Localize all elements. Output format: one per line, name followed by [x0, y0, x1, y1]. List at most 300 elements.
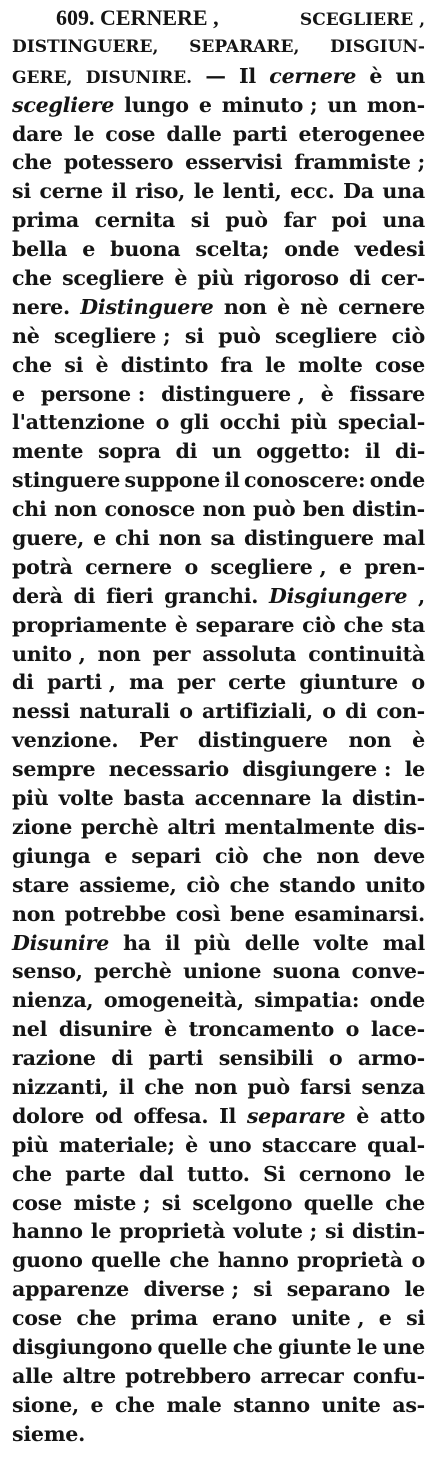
- word: non: [348, 728, 392, 753]
- word: sione,: [12, 1392, 79, 1417]
- word: non: [316, 843, 360, 868]
- word: ciò: [186, 872, 220, 897]
- word: può: [247, 1074, 290, 1099]
- word: nienza,: [12, 988, 94, 1013]
- word: non: [223, 294, 267, 319]
- word: conoscere:: [244, 468, 366, 493]
- synonym-word: DISGIUN-: [330, 36, 425, 57]
- word: il: [365, 439, 381, 464]
- word: cernere: [85, 554, 172, 579]
- text-line: [12, 1160, 425, 1189]
- word: l'attenzione: [12, 410, 145, 435]
- word: sempre: [12, 757, 96, 782]
- word: non: [158, 526, 202, 551]
- word: farsi: [300, 1074, 352, 1099]
- word: che: [232, 1334, 273, 1359]
- word: sensibili: [218, 1046, 314, 1071]
- word: un: [212, 439, 242, 464]
- word: distin-: [352, 786, 425, 811]
- word: rigoroso: [244, 266, 339, 291]
- word: e: [378, 1306, 392, 1331]
- word: far: [283, 208, 316, 233]
- text-line: [12, 524, 425, 553]
- word: conosce: [104, 497, 196, 522]
- word: cose: [12, 1306, 62, 1331]
- word: più: [197, 266, 234, 291]
- word: unione: [183, 959, 262, 984]
- word: scegliere: [275, 323, 378, 348]
- word: e: [338, 554, 352, 579]
- word: di: [73, 583, 96, 608]
- text-line: [12, 957, 425, 986]
- text-line: [12, 351, 425, 380]
- word: e: [198, 92, 212, 117]
- word: onde: [369, 988, 425, 1013]
- word: può: [252, 497, 296, 522]
- word: parti: [148, 1046, 204, 1071]
- word: occhi: [219, 410, 281, 435]
- word: cose: [105, 121, 156, 146]
- word: —: [205, 63, 226, 88]
- word: che: [76, 1306, 117, 1331]
- italic-word: scegliere: [12, 92, 115, 117]
- word: suppone: [124, 468, 220, 493]
- italic-word: Disgiungere: [269, 583, 408, 608]
- text-line: [12, 1304, 425, 1333]
- word: distinguere ,: [161, 381, 305, 406]
- word: dare: [12, 121, 63, 146]
- text-line: [12, 466, 425, 495]
- text-line: [12, 1102, 425, 1131]
- word: cer-: [380, 266, 425, 291]
- word: Per: [139, 728, 178, 753]
- word: le: [356, 1334, 378, 1359]
- word: di: [345, 699, 367, 724]
- word: razione: [12, 1046, 96, 1071]
- word: distinguere: [243, 526, 374, 551]
- word: volute ;: [233, 1219, 317, 1244]
- word: proprietà: [119, 1219, 226, 1244]
- text-line: [12, 91, 425, 120]
- text-line: [12, 900, 425, 929]
- word: Da: [343, 179, 374, 204]
- word: giunga: [12, 843, 91, 868]
- word: o: [345, 1017, 360, 1042]
- word: si: [184, 323, 204, 348]
- text-line: [12, 264, 425, 293]
- word: di: [12, 670, 34, 695]
- word: vedesi: [354, 237, 425, 262]
- word: lungo: [124, 92, 189, 117]
- word: separano: [286, 1277, 391, 1302]
- italic-word: separare: [246, 1103, 346, 1128]
- word: chi: [114, 526, 150, 551]
- word: o: [411, 670, 425, 695]
- text-line: [12, 1217, 425, 1246]
- word: une: [382, 1334, 425, 1359]
- word: distinguere: [197, 728, 328, 753]
- word: un: [327, 92, 357, 117]
- word: giunture: [299, 670, 399, 695]
- word: si: [190, 208, 210, 233]
- word: qual-: [367, 1132, 425, 1157]
- word: fieri: [106, 583, 154, 608]
- word: cose: [12, 1190, 62, 1215]
- word: venzione.: [12, 728, 119, 753]
- word: lenti,: [222, 179, 282, 204]
- text-line: [12, 380, 425, 409]
- text-line: [12, 120, 425, 149]
- word: che: [229, 872, 270, 897]
- word: scelta;: [195, 237, 270, 262]
- word: alle: [12, 1363, 54, 1388]
- word: nè: [300, 294, 328, 319]
- text-line: [12, 1275, 425, 1304]
- word: miste ;: [73, 1190, 151, 1215]
- word: ecc.: [290, 179, 335, 204]
- word: senso,: [12, 959, 83, 984]
- word: è: [164, 1017, 177, 1042]
- text-line: [12, 611, 425, 640]
- word: onde: [369, 468, 425, 493]
- text-line: [12, 322, 425, 351]
- word: che: [12, 266, 52, 291]
- word: che: [12, 1161, 52, 1186]
- text-line: [12, 437, 425, 466]
- word: granchi.: [164, 583, 259, 608]
- word: offesa.: [133, 1103, 209, 1128]
- word: scegliere: [62, 266, 165, 291]
- word: per: [152, 641, 191, 666]
- word: disunire: [58, 1017, 153, 1042]
- word: con-: [376, 699, 425, 724]
- text-line: [12, 33, 425, 62]
- word: e: [93, 526, 106, 551]
- word: derà: [12, 583, 63, 608]
- word: buona: [110, 237, 181, 262]
- text-line: [12, 235, 425, 264]
- word: che: [169, 1248, 210, 1273]
- text-line: [12, 495, 425, 524]
- word: zione: [12, 814, 73, 839]
- word: male: [166, 1392, 222, 1417]
- text-line: [12, 62, 425, 91]
- word: od: [94, 1103, 123, 1128]
- word: separi: [131, 843, 201, 868]
- word: che: [385, 1190, 425, 1215]
- word: le: [265, 352, 286, 377]
- word: certe: [228, 670, 286, 695]
- word: prima: [12, 208, 79, 233]
- word: che: [115, 1392, 155, 1417]
- word: altre: [62, 1363, 116, 1388]
- word: stanno: [233, 1392, 310, 1417]
- word: quelle: [303, 1190, 374, 1215]
- word: staccare: [261, 1132, 357, 1157]
- word: è: [174, 266, 188, 291]
- word: ciò: [302, 612, 336, 637]
- word: più: [12, 1132, 49, 1157]
- word: sta: [391, 612, 425, 637]
- word: per: [177, 670, 215, 695]
- word: lace-: [370, 1017, 425, 1042]
- word: si: [253, 1277, 273, 1302]
- word: scegliere ,: [210, 554, 327, 579]
- synonym-word: GERE,: [12, 67, 73, 88]
- word: unito: [365, 872, 425, 897]
- word: gli: [179, 410, 210, 435]
- word: uno: [208, 1132, 252, 1157]
- word: parti ,: [47, 670, 116, 695]
- word: le: [90, 1219, 112, 1244]
- word: volte: [313, 930, 369, 955]
- word: o: [184, 554, 198, 579]
- word: non: [54, 497, 98, 522]
- word: le: [193, 179, 215, 204]
- word: più: [194, 930, 231, 955]
- word: bella: [12, 237, 68, 262]
- entry-headword: 609. CERNERE ,: [56, 5, 219, 30]
- word: cernita: [94, 208, 176, 233]
- word: volte: [58, 786, 114, 811]
- word: pren-: [364, 554, 425, 579]
- word: dolore: [12, 1103, 85, 1128]
- word: che: [144, 1074, 185, 1099]
- word: si: [12, 179, 31, 204]
- word: erano: [212, 1306, 277, 1331]
- word: potrà: [12, 554, 73, 579]
- word: o: [322, 699, 336, 724]
- word: assieme,: [79, 872, 177, 897]
- word: sa: [210, 526, 235, 551]
- word: apparenze: [12, 1277, 129, 1302]
- word: che: [343, 612, 384, 637]
- word: disgiungono: [12, 1334, 153, 1359]
- word: quelle: [91, 1248, 161, 1273]
- word: armo-: [357, 1046, 425, 1071]
- text-line: [12, 784, 425, 813]
- word: nessi: [12, 699, 70, 724]
- word: il: [111, 179, 127, 204]
- word: stinguere: [12, 468, 121, 493]
- word: una: [382, 208, 425, 233]
- text-line: [12, 582, 425, 611]
- word: dis-: [383, 814, 425, 839]
- word: parti: [232, 121, 288, 146]
- word: potrebbe: [64, 901, 167, 926]
- word: il: [118, 1074, 135, 1099]
- word: perchè: [81, 814, 159, 839]
- word: una: [382, 179, 425, 204]
- word: delle: [244, 930, 300, 955]
- word: e: [90, 1392, 104, 1417]
- word: simpatia:: [254, 988, 360, 1013]
- word: cerne: [39, 179, 103, 204]
- synonym-word: DISUNIRE.: [85, 67, 193, 88]
- word: omogeneità,: [103, 988, 244, 1013]
- word: riso,: [135, 179, 186, 204]
- word: ciò: [391, 323, 425, 348]
- word: separare: [195, 612, 295, 637]
- word: un: [395, 63, 425, 88]
- text-line: [12, 1420, 425, 1449]
- word: unite: [321, 1392, 381, 1417]
- word: potessero: [63, 150, 174, 175]
- italic-word: cernere: [269, 63, 357, 88]
- word: scegliere ;: [54, 323, 171, 348]
- word: è: [95, 352, 109, 377]
- text-line: [12, 726, 425, 755]
- word: di: [175, 439, 198, 464]
- word: fra: [220, 352, 253, 377]
- text-line: [12, 929, 425, 958]
- word: le: [73, 121, 95, 146]
- word: ciò: [215, 843, 249, 868]
- word: può: [225, 208, 268, 233]
- word: Si: [263, 1161, 286, 1186]
- word: guere,: [12, 526, 85, 551]
- word: materiale;: [58, 1132, 175, 1157]
- word: sieme.: [12, 1421, 86, 1446]
- word: si: [325, 1219, 344, 1244]
- word: e: [104, 843, 118, 868]
- word: senza: [361, 1074, 425, 1099]
- word: è: [185, 1132, 199, 1157]
- word: disgiungere :: [242, 757, 392, 782]
- text-line: [12, 1362, 425, 1391]
- word: prima: [130, 1306, 198, 1331]
- word: più: [12, 786, 49, 811]
- word: ben: [302, 497, 345, 522]
- word: tutto.: [187, 1161, 250, 1186]
- word: troncamento: [188, 1017, 334, 1042]
- word: cose: [375, 352, 425, 377]
- text-line: [12, 1333, 425, 1362]
- text-line: [12, 206, 425, 235]
- word: di: [348, 266, 371, 291]
- word: più: [290, 410, 328, 435]
- text-line: [12, 1073, 425, 1102]
- word: non: [194, 1074, 238, 1099]
- word: esservisi: [185, 150, 283, 175]
- word: nere.: [12, 294, 70, 319]
- word: ma: [129, 670, 164, 695]
- word: cernono: [298, 1161, 392, 1186]
- text-line: [12, 1044, 425, 1073]
- word: atto: [379, 1103, 425, 1128]
- word: è: [277, 294, 290, 319]
- word: hanno: [12, 1219, 83, 1244]
- italic-word: Distinguere: [80, 294, 214, 319]
- word: distin-: [352, 497, 425, 522]
- word: che: [262, 843, 303, 868]
- word: Il: [239, 63, 256, 88]
- word: si: [64, 352, 84, 377]
- text-line: [12, 293, 425, 322]
- word: Il: [219, 1103, 237, 1128]
- text-line: [12, 177, 425, 206]
- word: artifiziali,: [202, 699, 313, 724]
- word: mal: [382, 526, 425, 551]
- word: necessario: [108, 757, 229, 782]
- word: dalle: [166, 121, 222, 146]
- text-line: [12, 697, 425, 726]
- word: perchè: [94, 959, 172, 984]
- word: esaminarsi.: [294, 901, 425, 926]
- word: giunte: [278, 1334, 352, 1359]
- word: distinto: [120, 352, 209, 377]
- word: le: [404, 757, 425, 782]
- word: hanno: [217, 1248, 289, 1273]
- word: minuto ;: [221, 92, 318, 117]
- word: arrecar: [260, 1363, 344, 1388]
- word: deve: [373, 843, 425, 868]
- word: dal: [138, 1161, 174, 1186]
- text-line: [12, 871, 425, 900]
- word: conve-: [351, 959, 425, 984]
- synonym-word: SCEGLIERE ,: [299, 10, 425, 30]
- word: as-: [392, 1392, 425, 1417]
- word: oggetto:: [256, 439, 351, 464]
- text-line: [12, 640, 425, 669]
- text-line: [12, 1246, 425, 1275]
- word: così: [175, 901, 221, 926]
- word: che: [12, 352, 52, 377]
- word: può: [218, 323, 261, 348]
- word: potrebbero: [125, 1363, 251, 1388]
- word: o: [179, 699, 193, 724]
- word: propriamente: [12, 612, 167, 637]
- word: e: [82, 237, 96, 262]
- word: la: [321, 786, 342, 811]
- word: è: [174, 612, 188, 637]
- word: ,: [418, 583, 425, 608]
- text-line: [12, 408, 425, 437]
- synonym-word: SEPARARE,: [189, 36, 300, 57]
- word: eterogenee: [298, 121, 425, 146]
- word: si: [406, 1306, 425, 1331]
- word: stare: [12, 872, 70, 897]
- word: guono: [12, 1248, 83, 1273]
- word: altri: [167, 814, 216, 839]
- word: chi: [12, 497, 47, 522]
- word: suona: [272, 959, 341, 984]
- word: di: [111, 1046, 134, 1071]
- word: special-: [337, 410, 425, 435]
- word: bene: [230, 901, 285, 926]
- word: stando: [279, 872, 356, 897]
- word: parte: [65, 1161, 126, 1186]
- word: le: [404, 1161, 425, 1186]
- word: nel: [12, 1017, 48, 1042]
- word: mon-: [366, 92, 425, 117]
- word: quelle: [157, 1334, 228, 1359]
- word: naturali: [79, 699, 170, 724]
- word: confu-: [352, 1363, 425, 1388]
- text-line: [12, 553, 425, 582]
- word: continuità: [308, 641, 425, 666]
- word: il: [224, 468, 240, 493]
- word: nè: [12, 323, 40, 348]
- word: è: [320, 381, 334, 406]
- text-line: [12, 4, 425, 33]
- word: scelgono: [192, 1190, 293, 1215]
- text-line: [12, 1189, 425, 1218]
- word: o: [328, 1046, 343, 1071]
- word: si: [161, 1190, 181, 1215]
- dictionary-entry-609: [12, 4, 425, 1449]
- text-line: [12, 842, 425, 871]
